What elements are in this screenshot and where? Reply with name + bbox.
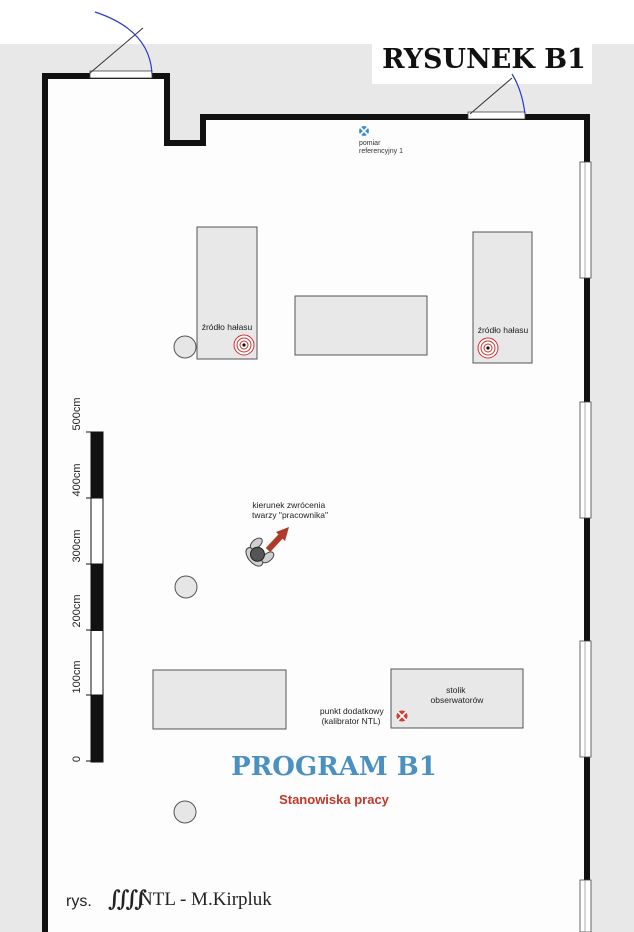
scale-tick-200: 200cm xyxy=(71,594,83,628)
program-subtitle: Stanowiska pracy xyxy=(279,792,389,807)
table-bottom-left xyxy=(153,670,286,729)
extra-point-line2: (kalibrator NTL) xyxy=(321,716,381,726)
worker-direction-line1: kierunek zwrócenia xyxy=(252,500,326,510)
worker-direction-label xyxy=(252,500,328,520)
column xyxy=(175,576,197,598)
column xyxy=(174,801,196,823)
window xyxy=(580,162,591,278)
scale-segment xyxy=(91,432,103,498)
center-table-top xyxy=(295,296,427,355)
footer-logo-mark: ∫∫∫∫ xyxy=(108,886,143,912)
window xyxy=(580,402,591,518)
scale-tick-300: 300cm xyxy=(71,529,83,563)
scale-tick-0: 0 xyxy=(71,755,83,763)
footer-prefix: rys. xyxy=(66,893,92,910)
scale-segment xyxy=(91,695,103,761)
program-title: PROGRAM B1 xyxy=(231,752,437,782)
observer-table-line1: stolik xyxy=(446,685,466,695)
window xyxy=(580,880,591,932)
scale-tick-500: 500cm xyxy=(71,397,83,431)
scale-tick-100: 100cm xyxy=(71,660,83,694)
noise-source-icon xyxy=(478,338,498,358)
reference-point-label-line1: pomiar xyxy=(359,140,381,147)
drawing-title: RYSUNEK B1 xyxy=(382,44,586,75)
window xyxy=(580,641,591,757)
observer-table-line2: obserwatorów xyxy=(430,695,484,705)
scale-bar xyxy=(91,432,103,762)
worker-direction-line2: twarzy "pracownika" xyxy=(252,510,328,520)
calibrator-point-icon xyxy=(397,711,408,722)
noise-source-icon xyxy=(234,335,254,355)
extra-point-label xyxy=(320,706,386,726)
scale-tick-400: 400cm xyxy=(71,463,83,497)
reference-point-label-line2: referencyjny 1 xyxy=(359,148,403,155)
noise-source-label-right: źródło hałasu xyxy=(477,325,529,335)
footer-author: NTL - M.Kirpluk xyxy=(139,889,272,910)
extra-point-line1: punkt dodatkowy xyxy=(319,706,384,716)
scale-segment xyxy=(91,564,103,631)
column xyxy=(174,336,196,358)
noise-source-label-left: źródło hałasu xyxy=(201,322,253,332)
measurement-point-icon xyxy=(359,126,369,136)
